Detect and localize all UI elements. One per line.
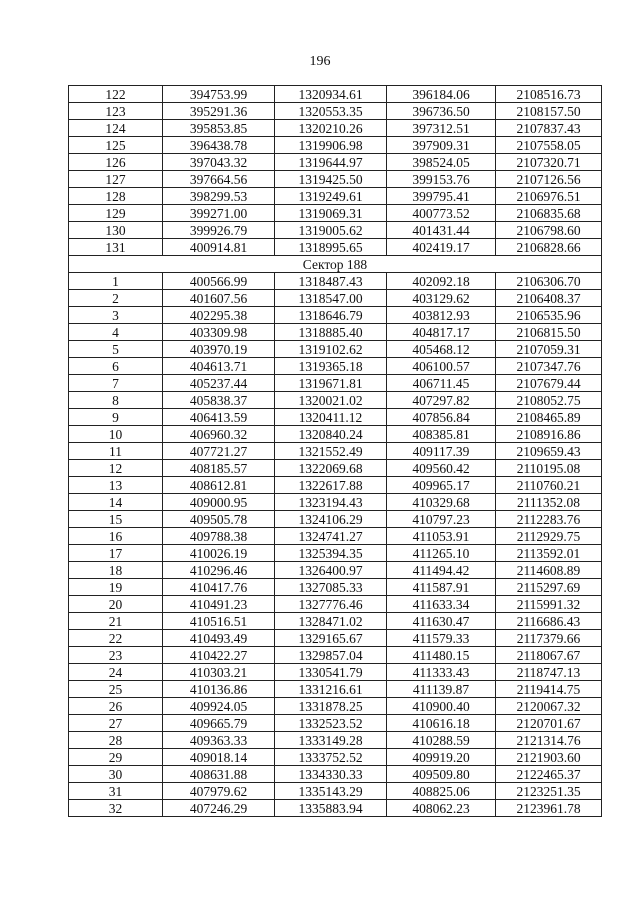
coord-y1-cell: 1320840.24: [275, 426, 387, 443]
coord-y2-cell: 2107558.05: [496, 137, 602, 154]
coord-y2-cell: 2106798.60: [496, 222, 602, 239]
coord-x2-cell: 403129.62: [387, 290, 496, 307]
coord-x1-cell: 408612.81: [163, 477, 275, 494]
coord-y1-cell: 1333149.28: [275, 732, 387, 749]
point-number-cell: 131: [69, 239, 163, 256]
coord-x2-cell: 405468.12: [387, 341, 496, 358]
coord-x1-cell: 394753.99: [163, 86, 275, 103]
coord-y1-cell: 1335883.94: [275, 800, 387, 817]
coord-x2-cell: 411139.87: [387, 681, 496, 698]
table-row: [69, 409, 602, 426]
coord-x1-cell: 409363.33: [163, 732, 275, 749]
coord-y2-cell: 2111352.08: [496, 494, 602, 511]
coord-y2-cell: 2106976.51: [496, 188, 602, 205]
coord-y1-cell: 1319671.81: [275, 375, 387, 392]
coord-y1-cell: 1333752.52: [275, 749, 387, 766]
point-number-cell: 28: [69, 732, 163, 749]
coord-y2-cell: 2112929.75: [496, 528, 602, 545]
table-row: [69, 613, 602, 630]
coord-x2-cell: 409560.42: [387, 460, 496, 477]
coord-y2-cell: 2106306.70: [496, 273, 602, 290]
coord-y2-cell: 2119414.75: [496, 681, 602, 698]
coord-y2-cell: 2115991.32: [496, 596, 602, 613]
coord-y2-cell: 2106535.96: [496, 307, 602, 324]
coord-x1-cell: 408185.57: [163, 460, 275, 477]
point-number-cell: 25: [69, 681, 163, 698]
point-number-cell: 31: [69, 783, 163, 800]
point-number-cell: 6: [69, 358, 163, 375]
coord-y1-cell: 1328471.02: [275, 613, 387, 630]
coord-x2-cell: 404817.17: [387, 324, 496, 341]
coord-x2-cell: 401431.44: [387, 222, 496, 239]
coord-y1-cell: 1318547.00: [275, 290, 387, 307]
coord-y2-cell: 2106835.68: [496, 205, 602, 222]
table-row: [69, 664, 602, 681]
coord-x1-cell: 402295.38: [163, 307, 275, 324]
table-row: [69, 630, 602, 647]
coord-x1-cell: 410296.46: [163, 562, 275, 579]
table-row: [69, 171, 602, 188]
coord-x2-cell: 403812.93: [387, 307, 496, 324]
coord-y2-cell: 2123251.35: [496, 783, 602, 800]
coord-y2-cell: 2106828.66: [496, 239, 602, 256]
coord-y1-cell: 1319365.18: [275, 358, 387, 375]
coord-x1-cell: 409924.05: [163, 698, 275, 715]
coord-y1-cell: 1319425.50: [275, 171, 387, 188]
coord-x1-cell: 407246.29: [163, 800, 275, 817]
coord-y2-cell: 2117379.66: [496, 630, 602, 647]
coord-x2-cell: 411333.43: [387, 664, 496, 681]
table-row: [69, 205, 602, 222]
coord-x1-cell: 410493.49: [163, 630, 275, 647]
coord-x2-cell: 411053.91: [387, 528, 496, 545]
coord-x1-cell: 399926.79: [163, 222, 275, 239]
point-number-cell: 18: [69, 562, 163, 579]
table-row: [69, 545, 602, 562]
coord-x2-cell: 409509.80: [387, 766, 496, 783]
point-number-cell: 32: [69, 800, 163, 817]
point-number-cell: 3: [69, 307, 163, 324]
coord-x2-cell: 402419.17: [387, 239, 496, 256]
coord-x1-cell: 410026.19: [163, 545, 275, 562]
coord-y2-cell: 2106815.50: [496, 324, 602, 341]
coord-y2-cell: 2106408.37: [496, 290, 602, 307]
coord-x2-cell: 402092.18: [387, 273, 496, 290]
coord-y1-cell: 1319102.62: [275, 341, 387, 358]
table-row: [69, 562, 602, 579]
coord-x2-cell: 409965.17: [387, 477, 496, 494]
table-row: [69, 239, 602, 256]
coord-x1-cell: 410136.86: [163, 681, 275, 698]
coord-x2-cell: 400773.52: [387, 205, 496, 222]
point-number-cell: 12: [69, 460, 163, 477]
coord-x2-cell: 397312.51: [387, 120, 496, 137]
coord-y1-cell: 1322069.68: [275, 460, 387, 477]
point-number-cell: 24: [69, 664, 163, 681]
coord-y2-cell: 2109659.43: [496, 443, 602, 460]
table-row: [69, 307, 602, 324]
sector-header-group: [69, 256, 602, 273]
coord-x1-cell: 406413.59: [163, 409, 275, 426]
point-number-cell: 10: [69, 426, 163, 443]
coord-y1-cell: 1329165.67: [275, 630, 387, 647]
sector-header-row: [69, 256, 602, 273]
coord-y2-cell: 2121314.76: [496, 732, 602, 749]
table-row: [69, 341, 602, 358]
point-number-cell: 16: [69, 528, 163, 545]
table-row: [69, 477, 602, 494]
coord-x1-cell: 397664.56: [163, 171, 275, 188]
coord-y1-cell: 1330541.79: [275, 664, 387, 681]
coord-x1-cell: 396438.78: [163, 137, 275, 154]
coord-x2-cell: 407297.82: [387, 392, 496, 409]
coord-x1-cell: 400566.99: [163, 273, 275, 290]
coord-x1-cell: 410516.51: [163, 613, 275, 630]
table-row: [69, 375, 602, 392]
coord-y2-cell: 2108465.89: [496, 409, 602, 426]
point-number-cell: 22: [69, 630, 163, 647]
coordinates-table: [68, 85, 602, 817]
coord-y2-cell: 2107126.56: [496, 171, 602, 188]
coord-x2-cell: 408062.23: [387, 800, 496, 817]
coord-y1-cell: 1318487.43: [275, 273, 387, 290]
coord-x1-cell: 409505.78: [163, 511, 275, 528]
table-row: [69, 426, 602, 443]
coord-x2-cell: 409919.20: [387, 749, 496, 766]
coord-y2-cell: 2107059.31: [496, 341, 602, 358]
table-row: [69, 460, 602, 477]
coord-x1-cell: 395291.36: [163, 103, 275, 120]
table-row: [69, 528, 602, 545]
coord-y2-cell: 2110195.08: [496, 460, 602, 477]
table-row: [69, 273, 602, 290]
point-number-cell: 9: [69, 409, 163, 426]
coord-y1-cell: 1320934.61: [275, 86, 387, 103]
coord-x2-cell: 408385.81: [387, 426, 496, 443]
coord-x2-cell: 406711.45: [387, 375, 496, 392]
table-row: [69, 766, 602, 783]
point-number-cell: 128: [69, 188, 163, 205]
coord-x2-cell: 397909.31: [387, 137, 496, 154]
table-row: [69, 511, 602, 528]
point-number-cell: 14: [69, 494, 163, 511]
coord-y1-cell: 1325394.35: [275, 545, 387, 562]
point-number-cell: 30: [69, 766, 163, 783]
coord-y2-cell: 2118747.13: [496, 664, 602, 681]
point-number-cell: 124: [69, 120, 163, 137]
coord-y1-cell: 1331216.61: [275, 681, 387, 698]
coord-y1-cell: 1322617.88: [275, 477, 387, 494]
point-number-cell: 21: [69, 613, 163, 630]
coord-x2-cell: 409117.39: [387, 443, 496, 460]
point-number-cell: 13: [69, 477, 163, 494]
coord-y2-cell: 2114608.89: [496, 562, 602, 579]
coord-x1-cell: 405838.37: [163, 392, 275, 409]
point-number-cell: 130: [69, 222, 163, 239]
coord-x1-cell: 403309.98: [163, 324, 275, 341]
coord-y2-cell: 2108516.73: [496, 86, 602, 103]
coord-y1-cell: 1318885.40: [275, 324, 387, 341]
coord-x2-cell: 407856.84: [387, 409, 496, 426]
coord-y1-cell: 1327085.33: [275, 579, 387, 596]
coord-x2-cell: 410329.68: [387, 494, 496, 511]
coord-x1-cell: 395853.85: [163, 120, 275, 137]
table-row: [69, 732, 602, 749]
coord-y2-cell: 2107679.44: [496, 375, 602, 392]
coord-x2-cell: 411494.42: [387, 562, 496, 579]
table-row: [69, 154, 602, 171]
table-row: [69, 120, 602, 137]
coord-y1-cell: 1332523.52: [275, 715, 387, 732]
coord-x1-cell: 410303.21: [163, 664, 275, 681]
coord-x1-cell: 399271.00: [163, 205, 275, 222]
point-number-cell: 27: [69, 715, 163, 732]
coord-x1-cell: 409665.79: [163, 715, 275, 732]
coord-y1-cell: 1319005.62: [275, 222, 387, 239]
table-row: [69, 290, 602, 307]
coord-x1-cell: 397043.32: [163, 154, 275, 171]
coord-x2-cell: 411480.15: [387, 647, 496, 664]
coord-y1-cell: 1323194.43: [275, 494, 387, 511]
table-row: [69, 715, 602, 732]
coord-x2-cell: 399153.76: [387, 171, 496, 188]
coord-y2-cell: 2112283.76: [496, 511, 602, 528]
coord-x2-cell: 410797.23: [387, 511, 496, 528]
point-number-cell: 20: [69, 596, 163, 613]
coord-y1-cell: 1318995.65: [275, 239, 387, 256]
coord-x1-cell: 410422.27: [163, 647, 275, 664]
coord-x2-cell: 398524.05: [387, 154, 496, 171]
coord-y1-cell: 1327776.46: [275, 596, 387, 613]
coord-y1-cell: 1318646.79: [275, 307, 387, 324]
point-number-cell: 11: [69, 443, 163, 460]
coord-y1-cell: 1331878.25: [275, 698, 387, 715]
table-row: [69, 681, 602, 698]
point-number-cell: 29: [69, 749, 163, 766]
coord-x2-cell: 411587.91: [387, 579, 496, 596]
coord-y2-cell: 2122465.37: [496, 766, 602, 783]
coord-y1-cell: 1329857.04: [275, 647, 387, 664]
coord-y1-cell: 1321552.49: [275, 443, 387, 460]
point-number-cell: 2: [69, 290, 163, 307]
table-row: [69, 783, 602, 800]
table-block-a: [69, 86, 602, 256]
coord-x1-cell: 401607.56: [163, 290, 275, 307]
coord-x1-cell: 400914.81: [163, 239, 275, 256]
coord-y2-cell: 2110760.21: [496, 477, 602, 494]
coord-y2-cell: 2107320.71: [496, 154, 602, 171]
point-number-cell: 126: [69, 154, 163, 171]
coord-y1-cell: 1319249.61: [275, 188, 387, 205]
table-row: [69, 358, 602, 375]
point-number-cell: 17: [69, 545, 163, 562]
table-row: [69, 698, 602, 715]
point-number-cell: 5: [69, 341, 163, 358]
coord-y2-cell: 2116686.43: [496, 613, 602, 630]
coord-y1-cell: 1319069.31: [275, 205, 387, 222]
coord-x1-cell: 405237.44: [163, 375, 275, 392]
coord-x1-cell: 409018.14: [163, 749, 275, 766]
table-row: [69, 222, 602, 239]
coord-y2-cell: 2107837.43: [496, 120, 602, 137]
coord-y2-cell: 2115297.69: [496, 579, 602, 596]
coord-y1-cell: 1319644.97: [275, 154, 387, 171]
table-row: [69, 103, 602, 120]
coord-y2-cell: 2108916.86: [496, 426, 602, 443]
point-number-cell: 129: [69, 205, 163, 222]
table-block-b: [69, 273, 602, 817]
coord-y2-cell: 2120067.32: [496, 698, 602, 715]
coord-y1-cell: 1319906.98: [275, 137, 387, 154]
point-number-cell: 7: [69, 375, 163, 392]
coord-x2-cell: 408825.06: [387, 783, 496, 800]
coord-y1-cell: 1335143.29: [275, 783, 387, 800]
table-row: [69, 749, 602, 766]
coord-y1-cell: 1320553.35: [275, 103, 387, 120]
table-row: [69, 579, 602, 596]
coord-x1-cell: 409788.38: [163, 528, 275, 545]
point-number-cell: 127: [69, 171, 163, 188]
table-row: [69, 188, 602, 205]
point-number-cell: 8: [69, 392, 163, 409]
coord-x1-cell: 410417.76: [163, 579, 275, 596]
coord-x2-cell: 411630.47: [387, 613, 496, 630]
table-row: [69, 443, 602, 460]
coord-x2-cell: 410288.59: [387, 732, 496, 749]
coord-y2-cell: 2121903.60: [496, 749, 602, 766]
point-number-cell: 26: [69, 698, 163, 715]
coord-y1-cell: 1320411.12: [275, 409, 387, 426]
table-row: [69, 596, 602, 613]
coord-y2-cell: 2120701.67: [496, 715, 602, 732]
coord-x1-cell: 408631.88: [163, 766, 275, 783]
point-number-cell: 15: [69, 511, 163, 528]
point-number-cell: 4: [69, 324, 163, 341]
coord-x1-cell: 410491.23: [163, 596, 275, 613]
coord-x2-cell: 410616.18: [387, 715, 496, 732]
coord-x2-cell: 406100.57: [387, 358, 496, 375]
point-number-cell: 1: [69, 273, 163, 290]
point-number-cell: 123: [69, 103, 163, 120]
coord-y2-cell: 2108157.50: [496, 103, 602, 120]
coord-x2-cell: 411579.33: [387, 630, 496, 647]
point-number-cell: 122: [69, 86, 163, 103]
table-row: [69, 137, 602, 154]
coord-x2-cell: 396736.50: [387, 103, 496, 120]
coord-y2-cell: 2123961.78: [496, 800, 602, 817]
coord-y1-cell: 1334330.33: [275, 766, 387, 783]
coord-y2-cell: 2113592.01: [496, 545, 602, 562]
coord-x1-cell: 407979.62: [163, 783, 275, 800]
table-row: [69, 392, 602, 409]
coord-y2-cell: 2107347.76: [496, 358, 602, 375]
coord-x2-cell: 411265.10: [387, 545, 496, 562]
coord-x2-cell: 396184.06: [387, 86, 496, 103]
coord-y1-cell: 1320210.26: [275, 120, 387, 137]
coord-y1-cell: 1326400.97: [275, 562, 387, 579]
coord-x2-cell: 411633.34: [387, 596, 496, 613]
table-row: [69, 647, 602, 664]
coord-y1-cell: 1324106.29: [275, 511, 387, 528]
coord-y2-cell: 2118067.67: [496, 647, 602, 664]
coord-x2-cell: 399795.41: [387, 188, 496, 205]
table-row: [69, 324, 602, 341]
coord-x1-cell: 398299.53: [163, 188, 275, 205]
coord-y2-cell: 2108052.75: [496, 392, 602, 409]
page-number: 196: [309, 54, 331, 69]
table-row: [69, 494, 602, 511]
coord-x1-cell: 404613.71: [163, 358, 275, 375]
table-row: [69, 86, 602, 103]
coord-x1-cell: 409000.95: [163, 494, 275, 511]
coord-x1-cell: 407721.27: [163, 443, 275, 460]
point-number-cell: 125: [69, 137, 163, 154]
point-number-cell: 19: [69, 579, 163, 596]
point-number-cell: 23: [69, 647, 163, 664]
sector-label: Сектор 188: [69, 256, 602, 273]
coord-x1-cell: 406960.32: [163, 426, 275, 443]
coord-x2-cell: 410900.40: [387, 698, 496, 715]
coord-x1-cell: 403970.19: [163, 341, 275, 358]
table-row: [69, 800, 602, 817]
coord-y1-cell: 1324741.27: [275, 528, 387, 545]
coord-y1-cell: 1320021.02: [275, 392, 387, 409]
